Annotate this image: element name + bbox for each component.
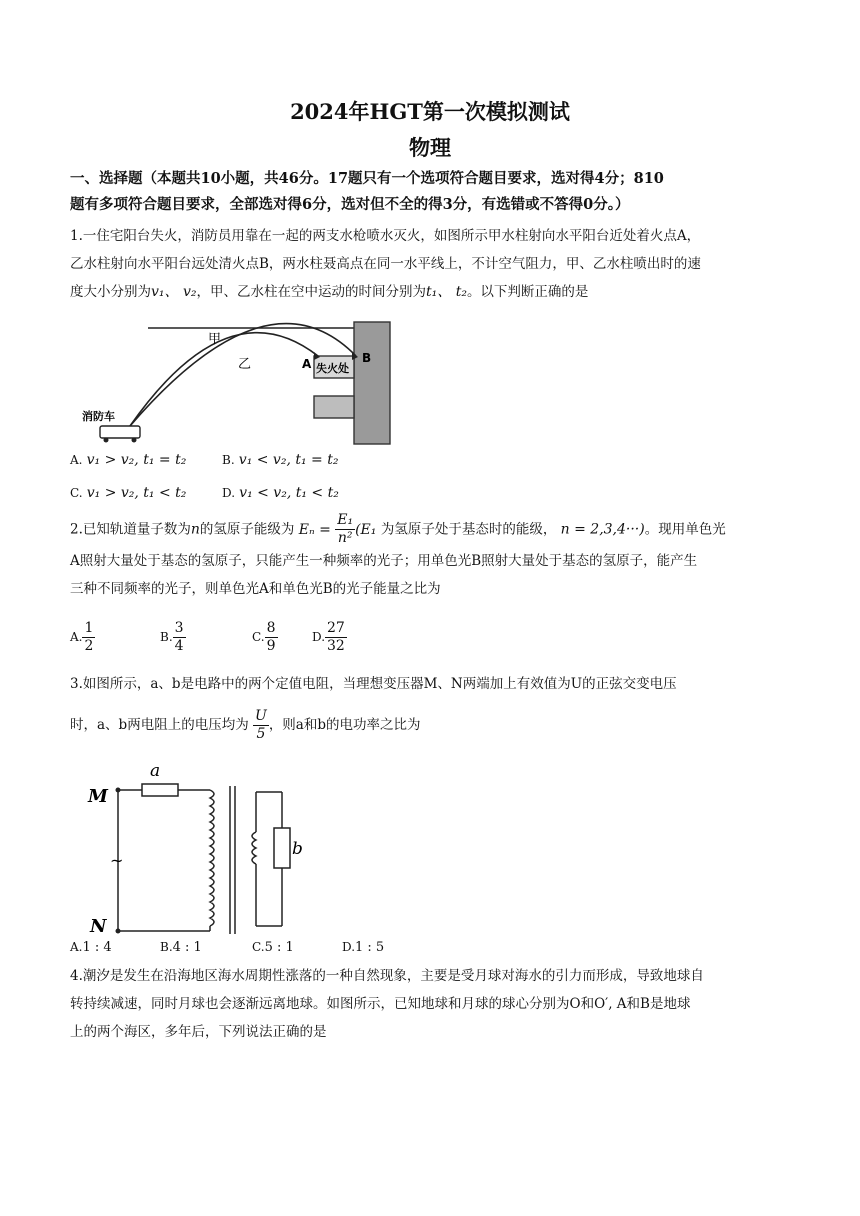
label-b: b	[292, 839, 303, 859]
q1-velocities: v₁、 v₂	[151, 284, 197, 300]
exam-title: 2024年HGT第一次模拟测试	[290, 99, 570, 124]
q1-option-a: A. v₁ > v₂, t₁ = t₂	[70, 452, 187, 468]
question-2-text	[70, 512, 792, 603]
balcony-lower	[314, 396, 354, 418]
section-heading	[70, 166, 800, 218]
q1-option-d: D. v₁ < v₂, t₁ < t₂	[222, 485, 339, 501]
q1-line-3-e: 。以下判断正确的是	[466, 284, 589, 300]
resistor-b	[274, 828, 290, 868]
q3-line-1: 3.如图所示，a、b是电路中的两个定值电阻，当理想变压器M、N两端加上有效值为U的正弦交变电压	[70, 676, 677, 692]
label-point-b: B	[362, 351, 372, 365]
secondary-coil	[252, 832, 256, 864]
terminal-m	[116, 788, 121, 793]
q1-line-1: 1.一住宅阳台失火，消防员用靠在一起的两支水枪喷水灭火，如图所示甲水柱射向水平阳台近处着火点A，	[70, 228, 701, 244]
water-jet-jia	[130, 333, 318, 426]
resistor-a	[142, 784, 178, 796]
q1-option-c: C. v₁ > v₂, t₁ < t₂	[70, 485, 187, 501]
q3-line-2: 时，a、b两电阻上的电压均为 $\frac{U}{5}$ ，则a和b的电功率之比为	[70, 708, 421, 742]
q3-option-a: A.1 : 4	[70, 940, 112, 955]
q1-fire-figure	[78, 316, 398, 446]
primary-coil	[210, 790, 214, 926]
label-a: a	[150, 761, 161, 781]
label-n: N	[90, 916, 107, 937]
q1-line-3-a: 度大小分别为	[70, 284, 151, 300]
q3-option-c: C.5 : 1	[252, 940, 294, 955]
terminal-n	[116, 929, 121, 934]
truck-label: 消防车	[82, 410, 115, 423]
truck-wheel-right	[132, 438, 137, 443]
q1-option-b: B. v₁ < v₂, t₁ = t₂	[222, 452, 339, 468]
energy-level-formula: Eₙ = $\frac{\text{E₁}}{\text{n²}}$ (E₁	[298, 512, 377, 546]
label-m: M	[88, 786, 108, 807]
fire-label: 失火处	[316, 362, 349, 375]
q4-line-3: 上的两个海区，多年后，下列说法正确的是	[70, 1024, 327, 1040]
truck-wheel-left	[104, 438, 109, 443]
q2-option-c: C. $\frac{8}{9}$	[252, 620, 276, 654]
q2-line-1: 2.已知轨道量子数为n的氢原子能级为 Eₙ = $\frac{\text{E₁}}{\text{n²}}$ (E₁ 为氢原子处于基态时的能级， n = 2,3,4···)。现用单色光	[70, 512, 726, 546]
section-heading-line-2: 题有多项符合题目要求，全部选对得6分，选对但不全的得3分，有选错或不答得0分。）	[70, 196, 630, 213]
building-wall	[354, 322, 390, 444]
question-1-text	[70, 222, 792, 306]
section-heading-line-1: 一、选择题（本题共10小题，共46分。17题只有一个选项符合题目要求，选对得4分；810	[70, 170, 664, 187]
q2-line-2: A照射大量处于基态的氢原子，只能产生一种频率的光子；用单色光B照射大量处于基态的氢原子，能产生	[70, 553, 698, 569]
question-4-text	[70, 962, 792, 1046]
q2-option-d: D. $\frac{27}{32}$	[312, 620, 345, 654]
q3-circuit-figure	[78, 756, 328, 946]
q2-option-b: B. $\frac{3}{4}$	[160, 620, 184, 654]
q1-line-2: 乙水柱射向水平阳台远处清火点B，两水柱聂高点在同一水平线上，不计空气阻力，甲、乙水柱喷出时的速	[70, 256, 701, 272]
q2-line-3: 三种不同频率的光子，则单色光A和单色光B的光子能量之比为	[70, 581, 441, 597]
subject-title: 物理	[409, 135, 451, 160]
fire-truck	[100, 426, 140, 438]
q3-option-b: B.4 : 1	[160, 940, 202, 955]
q4-line-2: 转持续减速，同时月球也会逐渐远离地球。如图所示，已知地球和月球的球心分别为O和O′, A和B是地球	[70, 996, 691, 1012]
q1-line-3	[70, 278, 792, 306]
label-jia: 甲	[208, 332, 222, 347]
question-3-text	[70, 670, 792, 743]
q2-option-a: A. $\frac{1}{2}$	[70, 620, 94, 654]
q3-option-d: D.1 : 5	[342, 940, 385, 955]
label-yi: 乙	[238, 357, 252, 372]
q1-line-3-c: ，甲、乙水柱在空中运动的时间分别为	[196, 284, 426, 300]
q4-line-1: 4.潮汐是发生在沿海地区海水周期性涨落的一种自然现象，主要是受月球对海水的引力而形成，导致地球自	[70, 968, 704, 984]
ac-symbol: ~	[110, 851, 124, 870]
q1-times: t₁、 t₂	[426, 284, 467, 300]
label-point-a: A	[302, 357, 312, 371]
